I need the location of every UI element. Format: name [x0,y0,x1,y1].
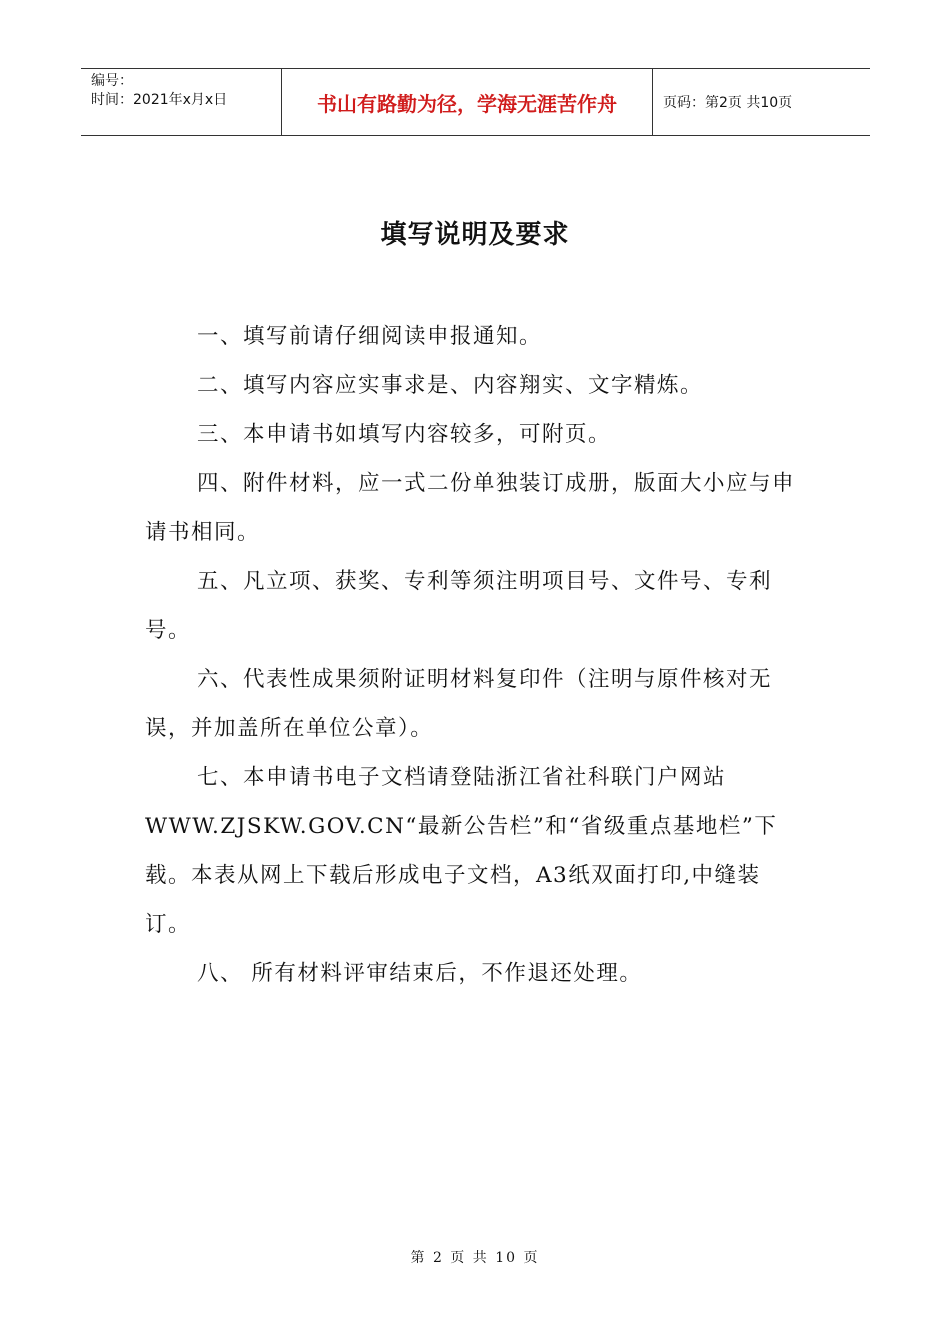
instructions-list [145,312,805,998]
instruction-item-1: 一、填写前请仔细阅读申报通知。 [197,324,543,349]
instruction-item-3: 三、本申请书如填写内容较多，可附页。 [197,422,612,447]
number-label: 编号： [91,73,133,89]
page-footer: 第 2 页 共 10 页 [410,1250,540,1266]
page-title: 填写说明及要求 [380,220,570,250]
instruction-item-4: 四、附件材料，应一式二份单独装订成册，版面大小应与申请书相同。 [145,471,796,545]
instruction-item-8: 八、 所有材料评审结束后，不作退还处理。 [197,961,643,986]
instruction-item-5: 五、凡立项、获奖、专利等须注明项目号、文件号、专利号。 [145,569,773,643]
instruction-item-6: 六、代表性成果须附证明材料复印件（注明与原件核对无误，并加盖所在单位公章）。 [145,667,773,741]
instruction-item-7: 七、本申请书电子文档请登陆浙江省社科联门户网站WWW.ZJSKW.GOV.CN“最新公告栏”和“省级重点基地栏”下载。本表从网上下载后形成电子文档，A3纸双面打印,中缝装订。 [145,765,778,937]
header-left-cell [81,69,281,135]
instruction-item-2: 二、填写内容应实事求是、内容翔实、文字精炼。 [197,373,704,398]
header-table [81,68,870,136]
motto-text: 书山有路勤为径，学海无涯苦作舟 [317,91,617,116]
time-label: 时间：2021年x月x日 [91,92,228,108]
header-page-cell [653,69,870,135]
page-info: 页码：第2页 共10页 [663,95,793,111]
header-motto-cell [281,69,653,135]
